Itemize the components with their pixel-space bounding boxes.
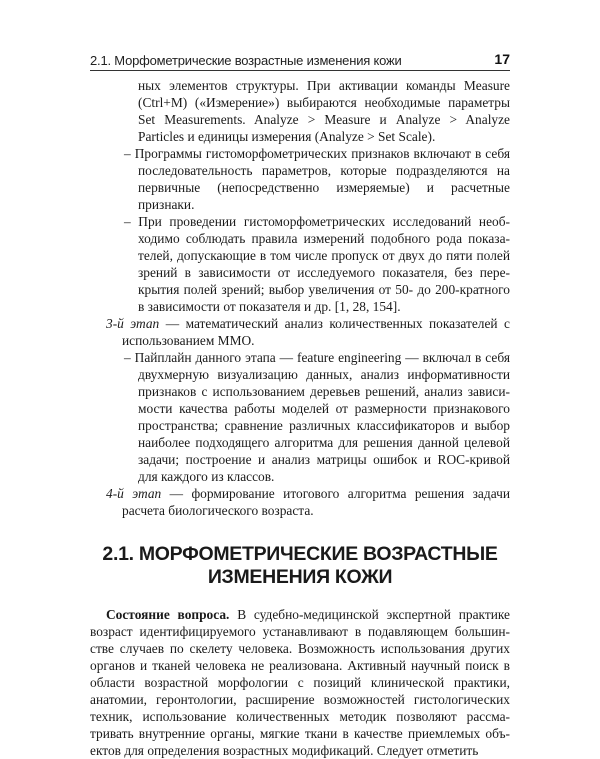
stage-4-paragraph (90, 485, 510, 519)
header-rule (90, 70, 510, 71)
page-body (90, 77, 510, 759)
state-text: В судебно-медицинской экспертной практике возраст идентифицируемого устанавливают в подавляющем большинстве случаев по скелету человека. Возможность использования других органов и тканей человека не реализована. Активный научный поиск в области возрастной морфологии с позиций клинической практики, анатомии, геронтологии, расширение возможностей гистологических техник, использование количественных методик позволяют рассматривать внутренние органы, мягкие ткани в качестве приемлемых объектов для определения возрастных модификаций. Следует отметить (90, 607, 510, 758)
state-lead: Состояние вопроса. (106, 607, 230, 622)
stage-4-label: 4-й этап (106, 486, 162, 501)
continuation-paragraph: ных элементов структуры. При активации команды Measure (Ctrl+M) («Измерение») выбираются необходимые параметры Set Measurements. Analyze > Measure и Analyze > Analyze Particles и единицы измерения (Analyze > Set Scale). (138, 78, 510, 144)
section-heading: 2.1. МОРФОМЕТРИЧЕСКИЕ ВОЗРАСТНЫЕ ИЗМЕНЕНИЯ КОЖИ (102, 543, 498, 588)
state-of-question-paragraph (90, 606, 510, 759)
stage-3-label: 3-й этап (106, 316, 160, 331)
list-item: – Программы гистоморфометрических признаков включают в себя последовательность параметров, которые подразделяются на первичные (непосредственно измеряемые) и расчетные признаки. (124, 146, 510, 212)
list-item: – При проведении гистоморфометрических исследований необходимо соблюдать правила измерений подобного рода показателей, допускающие в том числе пропуск от двух до пяти полей зрений в зависимости от исследуемого показателя, без перекрытия полей зрений; выбор увеличения от 50- до 200-кратного в зависимости от показателя и др. [1, 28, 154]. (124, 214, 510, 314)
stage-3-paragraph (90, 315, 510, 349)
stage-4-text: — формирование итогового алгоритма решения задачи расчета биологического возраста. (122, 486, 510, 518)
page-number: 17 (494, 51, 510, 67)
running-title: 2.1. Морфометрические возрастные изменения кожи (90, 53, 402, 68)
list-item: – Пайплайн данного этапа — feature engineering — включал в себя двухмерную визуализацию данных, анализ информативности признаков с использованием деревьев решений, анализ зависимости качества работы моделей от размерности признакового пространства; сравнение различных классификаторов и выбор наиболее подходящего алгоритма для решения данной целевой задачи; построение и анализ матрицы ошибок и ROC-кривой для каждого из классов. (124, 350, 510, 484)
running-header (90, 50, 510, 72)
stage-3-text: — математический анализ количественных показателей с использованием ММО. (122, 316, 510, 348)
